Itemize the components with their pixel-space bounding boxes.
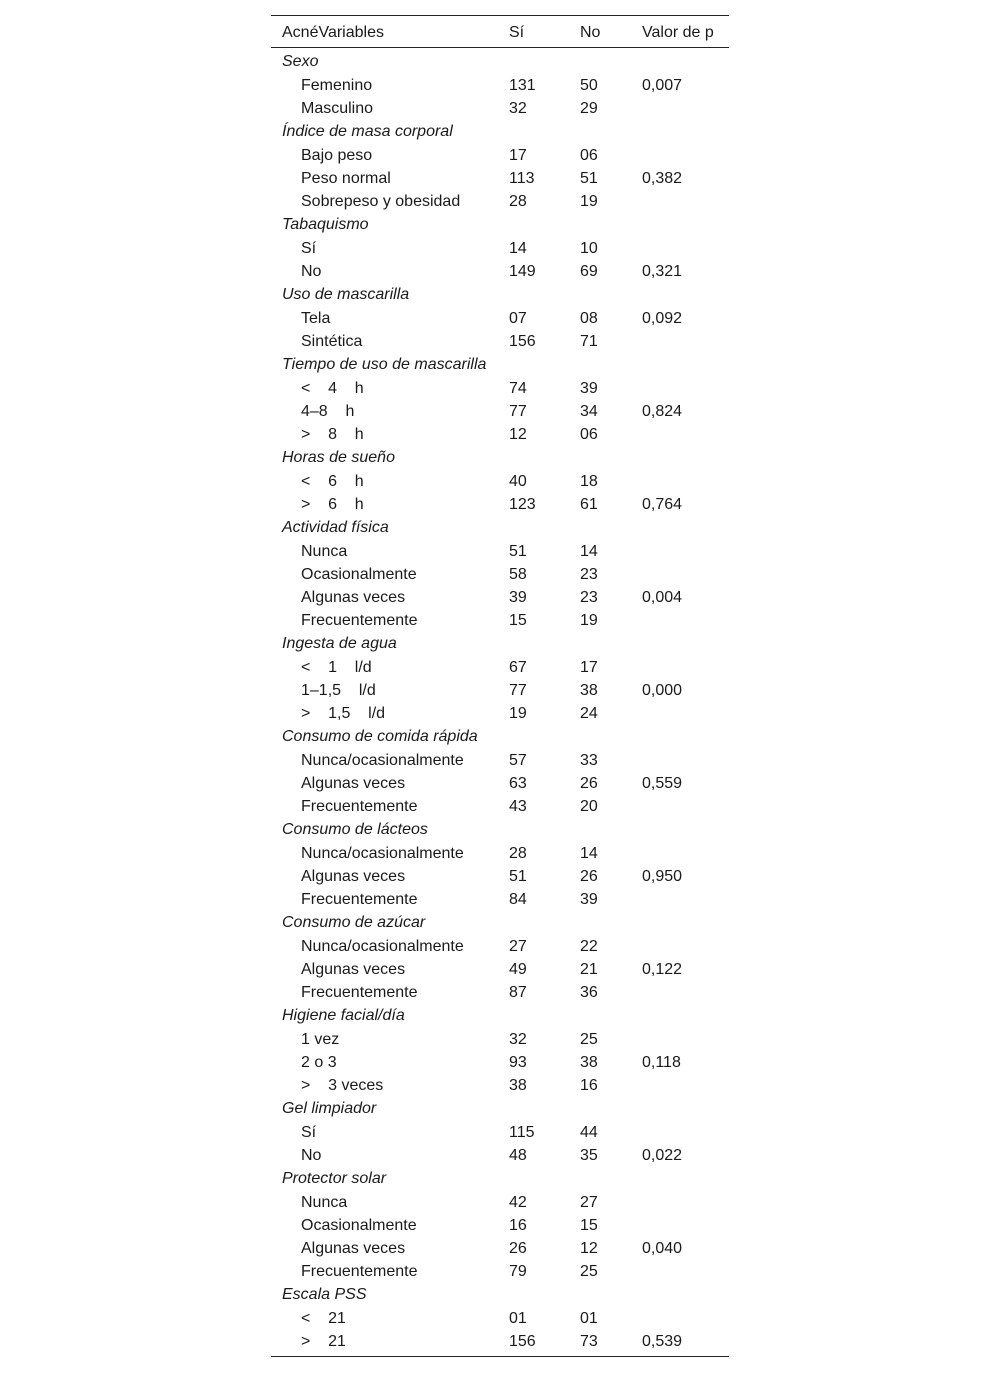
row-label: Sí <box>301 1124 317 1141</box>
cell-si: 40 <box>509 473 527 490</box>
cell-si: 84 <box>509 891 527 908</box>
cell-no: 69 <box>580 263 598 280</box>
group-row <box>271 818 729 842</box>
row-label: Sobrepeso y obesidad <box>301 193 461 210</box>
group-row <box>271 120 729 144</box>
cell-no: 01 <box>580 1310 598 1327</box>
cell-si: 28 <box>509 193 527 210</box>
row-label: 1 vez <box>301 1031 340 1048</box>
row-label: < 21 <box>301 1310 346 1327</box>
group-row <box>271 725 729 749</box>
row-label: Masculino <box>301 100 374 117</box>
row-label: Bajo peso <box>301 147 373 164</box>
group-title: Escala PSS <box>282 1286 367 1303</box>
group-title: Actividad física <box>282 519 389 536</box>
table-row <box>271 1307 729 1330</box>
cell-si: 87 <box>509 984 527 1001</box>
table-row <box>271 656 729 679</box>
table-row <box>271 888 729 911</box>
cell-no: 20 <box>580 798 598 815</box>
cell-si: 79 <box>509 1263 527 1280</box>
cell-si: 113 <box>509 170 535 187</box>
cell-no: 50 <box>580 77 598 94</box>
cell-no: 18 <box>580 473 598 490</box>
group-row <box>271 516 729 540</box>
table-row <box>271 772 729 795</box>
group-title: Protector solar <box>282 1170 387 1187</box>
table-row <box>271 1237 729 1260</box>
cell-si: 123 <box>509 496 536 513</box>
cell-si: 51 <box>509 543 527 560</box>
table-bottom-rule <box>271 1356 729 1357</box>
table-row <box>271 470 729 493</box>
cell-si: 57 <box>509 752 527 769</box>
header-variable: AcnéVariables <box>282 24 384 41</box>
table-row <box>271 609 729 632</box>
cell-si: 32 <box>509 100 527 117</box>
table-row <box>271 958 729 981</box>
cell-no: 21 <box>580 961 598 978</box>
cell-p-value: 0,004 <box>642 589 683 606</box>
table-row <box>271 679 729 702</box>
table-row <box>271 493 729 516</box>
row-label: > 8 h <box>301 426 364 443</box>
cell-si: 19 <box>509 705 527 722</box>
table-row <box>271 1074 729 1097</box>
cell-no: 33 <box>580 752 598 769</box>
cell-si: 49 <box>509 961 527 978</box>
table-row <box>271 144 729 167</box>
group-row <box>271 632 729 656</box>
cell-no: 10 <box>580 240 598 257</box>
row-label: Sí <box>301 240 317 257</box>
row-label: Frecuentemente <box>301 612 418 629</box>
row-label: Ocasionalmente <box>301 566 417 583</box>
table-row <box>271 563 729 586</box>
group-title: Uso de mascarilla <box>282 286 410 303</box>
cell-no: 38 <box>580 682 598 699</box>
cell-si: 15 <box>509 612 527 629</box>
row-label: Algunas veces <box>301 868 406 885</box>
table-row <box>271 1028 729 1051</box>
cell-no: 51 <box>580 170 598 187</box>
cell-p-value: 0,824 <box>642 403 683 420</box>
group-row <box>271 50 729 74</box>
group-title: Consumo de azúcar <box>282 914 426 931</box>
group-row <box>271 1004 729 1028</box>
cell-no: 26 <box>580 868 598 885</box>
cell-no: 17 <box>580 659 598 676</box>
cell-si: 131 <box>509 77 536 94</box>
cell-no: 24 <box>580 705 598 722</box>
cell-no: 27 <box>580 1194 598 1211</box>
table-row <box>271 97 729 120</box>
group-title: Higiene facial/día <box>282 1007 405 1024</box>
cell-si: 26 <box>509 1240 527 1257</box>
row-label: < 1 l/d <box>301 659 372 676</box>
table-row <box>271 74 729 97</box>
group-title: Gel limpiador <box>282 1100 377 1117</box>
cell-p-value: 0,321 <box>642 263 683 280</box>
row-label: > 6 h <box>301 496 364 513</box>
table-row <box>271 307 729 330</box>
cell-no: 08 <box>580 310 598 327</box>
cell-no: 23 <box>580 566 598 583</box>
table-row <box>271 377 729 400</box>
cell-si: 42 <box>509 1194 527 1211</box>
cell-no: 36 <box>580 984 598 1001</box>
cell-si: 74 <box>509 380 527 397</box>
group-title: Tiempo de uso de mascarilla <box>282 356 487 373</box>
table-row <box>271 400 729 423</box>
table-row <box>271 702 729 725</box>
cell-si: 51 <box>509 868 527 885</box>
cell-no: 16 <box>580 1077 598 1094</box>
row-label: < 4 h <box>301 380 364 397</box>
row-label: < 6 h <box>301 473 364 490</box>
cell-si: 12 <box>509 426 527 443</box>
cell-no: 06 <box>580 426 598 443</box>
table-row <box>271 586 729 609</box>
row-label: Nunca <box>301 543 348 560</box>
cell-no: 26 <box>580 775 598 792</box>
cell-si: 156 <box>509 333 536 350</box>
cell-si: 01 <box>509 1310 527 1327</box>
cell-si: 149 <box>509 263 536 280</box>
row-label: > 3 veces <box>301 1077 384 1094</box>
cell-si: 07 <box>509 310 527 327</box>
group-title: Ingesta de agua <box>282 635 397 652</box>
group-row <box>271 1283 729 1307</box>
group-row <box>271 1097 729 1121</box>
cell-si: 27 <box>509 938 527 955</box>
group-row <box>271 283 729 307</box>
table-row <box>271 1121 729 1144</box>
cell-p-value: 0,950 <box>642 868 683 885</box>
table-row <box>271 1144 729 1167</box>
cell-p-value: 0,559 <box>642 775 683 792</box>
group-title: Tabaquismo <box>282 216 369 233</box>
row-label: Frecuentemente <box>301 891 418 908</box>
cell-no: 15 <box>580 1217 598 1234</box>
cell-si: 58 <box>509 566 527 583</box>
table-row <box>271 423 729 446</box>
table-header <box>271 16 729 47</box>
row-label: Nunca <box>301 1194 348 1211</box>
cell-p-value: 0,092 <box>642 310 683 327</box>
row-label: > 1,5 l/d <box>301 705 386 722</box>
cell-p-value: 0,382 <box>642 170 683 187</box>
row-label: Nunca/ocasionalmente <box>301 845 464 862</box>
cell-p-value: 0,539 <box>642 1333 683 1350</box>
header-p-value: Valor de p <box>642 24 714 41</box>
row-label: Tela <box>301 310 331 327</box>
cell-si: 39 <box>509 589 527 606</box>
cell-no: 14 <box>580 543 598 560</box>
row-label: 4–8 h <box>301 403 355 420</box>
table-row <box>271 237 729 260</box>
table-row <box>271 330 729 353</box>
cell-no: 22 <box>580 938 598 955</box>
table-row <box>271 865 729 888</box>
row-label: 2 o 3 <box>301 1054 337 1071</box>
cell-no: 35 <box>580 1147 598 1164</box>
table-body <box>271 48 729 1356</box>
cell-no: 38 <box>580 1054 598 1071</box>
row-label: Nunca/ocasionalmente <box>301 752 464 769</box>
group-title: Sexo <box>282 53 319 70</box>
table-row <box>271 749 729 772</box>
group-title: Consumo de comida rápida <box>282 728 478 745</box>
group-row <box>271 353 729 377</box>
cell-si: 32 <box>509 1031 527 1048</box>
cell-p-value: 0,007 <box>642 77 683 94</box>
cell-no: 25 <box>580 1263 598 1280</box>
cell-no: 29 <box>580 100 598 117</box>
table-row <box>271 540 729 563</box>
cell-p-value: 0,764 <box>642 496 683 513</box>
row-label: Frecuentemente <box>301 1263 418 1280</box>
cell-p-value: 0,040 <box>642 1240 683 1257</box>
table-row <box>271 1191 729 1214</box>
row-label: Algunas veces <box>301 961 406 978</box>
row-label: Algunas veces <box>301 1240 406 1257</box>
group-title: Horas de sueño <box>282 449 395 466</box>
row-label: No <box>301 263 322 280</box>
row-label: 1–1,5 l/d <box>301 682 376 699</box>
data-table <box>271 15 729 1357</box>
header-no: No <box>580 24 601 41</box>
table-row <box>271 1260 729 1283</box>
table-row <box>271 167 729 190</box>
table-row <box>271 842 729 865</box>
table-row <box>271 1214 729 1237</box>
cell-no: 06 <box>580 147 598 164</box>
table-row <box>271 190 729 213</box>
cell-no: 23 <box>580 589 598 606</box>
header-si: Sí <box>509 24 525 41</box>
table-row <box>271 935 729 958</box>
cell-si: 28 <box>509 845 527 862</box>
cell-si: 16 <box>509 1217 527 1234</box>
cell-p-value: 0,022 <box>642 1147 683 1164</box>
cell-no: 19 <box>580 193 598 210</box>
group-title: Consumo de lácteos <box>282 821 428 838</box>
row-label: > 21 <box>301 1333 346 1350</box>
group-row <box>271 446 729 470</box>
group-row <box>271 213 729 237</box>
row-label: Nunca/ocasionalmente <box>301 938 464 955</box>
cell-si: 17 <box>509 147 527 164</box>
cell-si: 77 <box>509 403 527 420</box>
cell-no: 39 <box>580 891 598 908</box>
cell-si: 38 <box>509 1077 527 1094</box>
cell-si: 14 <box>509 240 527 257</box>
row-label: Frecuentemente <box>301 798 418 815</box>
row-label: Femenino <box>301 77 373 94</box>
cell-no: 12 <box>580 1240 598 1257</box>
row-label: Ocasionalmente <box>301 1217 417 1234</box>
cell-p-value: 0,118 <box>642 1054 681 1071</box>
row-label: No <box>301 1147 322 1164</box>
cell-si: 48 <box>509 1147 527 1164</box>
row-label: Sintética <box>301 333 363 350</box>
cell-p-value: 0,122 <box>642 961 683 978</box>
group-row <box>271 911 729 935</box>
cell-si: 156 <box>509 1333 536 1350</box>
row-label: Algunas veces <box>301 775 406 792</box>
cell-no: 44 <box>580 1124 598 1141</box>
cell-si: 63 <box>509 775 527 792</box>
cell-no: 25 <box>580 1031 598 1048</box>
row-label: Frecuentemente <box>301 984 418 1001</box>
cell-no: 19 <box>580 612 598 629</box>
table-row <box>271 1051 729 1074</box>
row-label: Peso normal <box>301 170 391 187</box>
table-row <box>271 1330 729 1353</box>
cell-si: 115 <box>509 1124 535 1141</box>
cell-no: 34 <box>580 403 598 420</box>
cell-si: 67 <box>509 659 527 676</box>
cell-no: 39 <box>580 380 598 397</box>
cell-no: 71 <box>580 333 598 350</box>
row-label: Algunas veces <box>301 589 406 606</box>
cell-si: 77 <box>509 682 527 699</box>
cell-p-value: 0,000 <box>642 682 683 699</box>
group-row <box>271 1167 729 1191</box>
cell-si: 43 <box>509 798 527 815</box>
cell-no: 14 <box>580 845 598 862</box>
table-row <box>271 260 729 283</box>
table-row <box>271 795 729 818</box>
table-row <box>271 981 729 1004</box>
cell-no: 73 <box>580 1333 598 1350</box>
cell-no: 61 <box>580 496 598 513</box>
group-title: Índice de masa corporal <box>282 123 453 140</box>
cell-si: 93 <box>509 1054 527 1071</box>
